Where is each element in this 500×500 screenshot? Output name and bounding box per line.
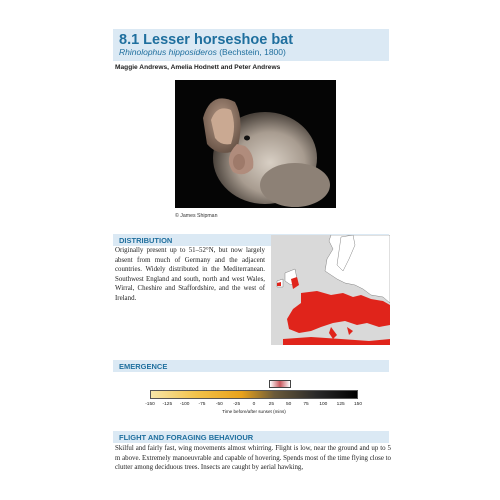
species-name-line	[119, 47, 286, 57]
scale-tick-label: -125	[162, 402, 173, 407]
photo-credit: © James Shipman	[175, 213, 218, 219]
scale-tick-label: -25	[233, 402, 241, 407]
species-authority: (Bechstein, 1800)	[219, 47, 286, 57]
scale-tick-label: -75	[198, 402, 206, 407]
scale-tick-label: 0	[252, 402, 256, 407]
flight-heading-bar	[113, 431, 389, 443]
emergence-range-marker	[269, 380, 290, 388]
emergence-scale-bar	[150, 390, 358, 399]
emergence-heading: EMERGENCE	[119, 362, 168, 371]
scientific-name: Rhinolophus hipposideros	[119, 47, 217, 57]
scale-tick-label: 50	[285, 402, 292, 407]
scale-tick-label: 100	[319, 402, 328, 407]
scale-tick-label: -150	[145, 402, 155, 407]
distribution-map	[271, 235, 390, 345]
scale-tick-label: 125	[336, 402, 345, 407]
title-bar	[113, 29, 389, 61]
flight-text: Skilful and fairly fast, wing movements almost whirring. Flight is low, near the ground and up to 5 m above. Extremely manoeuvrable and capable of hovering. Spends most of the time flying close to clutter among deciduous trees. Insects are caught by aerial hawking,	[115, 445, 391, 472]
emergence-heading-bar	[113, 360, 389, 372]
distribution-text: Originally present up to 51–52°N, but now largely absent from much of Germany and the adjacent countries. Widely distributed in the Mediterranean. Southwest England and south, north and west Wales, Wirral, Cheshire and Staffordshire, and the west of Ireland.	[115, 247, 265, 302]
scale-tick-label: 25	[268, 402, 274, 407]
scale-tick-label: 75	[303, 402, 309, 407]
page-title: 8.1 Lesser horseshoe bat	[119, 32, 294, 48]
flight-heading: FLIGHT AND FORAGING BEHAVIOUR	[119, 433, 254, 442]
bat-photo	[175, 80, 336, 208]
scale-tick-label: 150	[353, 402, 363, 407]
emergence-scale-caption: Time before/after sunset (mins)	[222, 409, 286, 414]
scale-tick-label: -50	[215, 402, 223, 407]
scale-tick-label: -100	[179, 402, 190, 407]
authors: Maggie Andrews, Amelia Hodnett and Peter Andrews	[115, 64, 281, 71]
distribution-heading: DISTRIBUTION	[119, 236, 173, 245]
